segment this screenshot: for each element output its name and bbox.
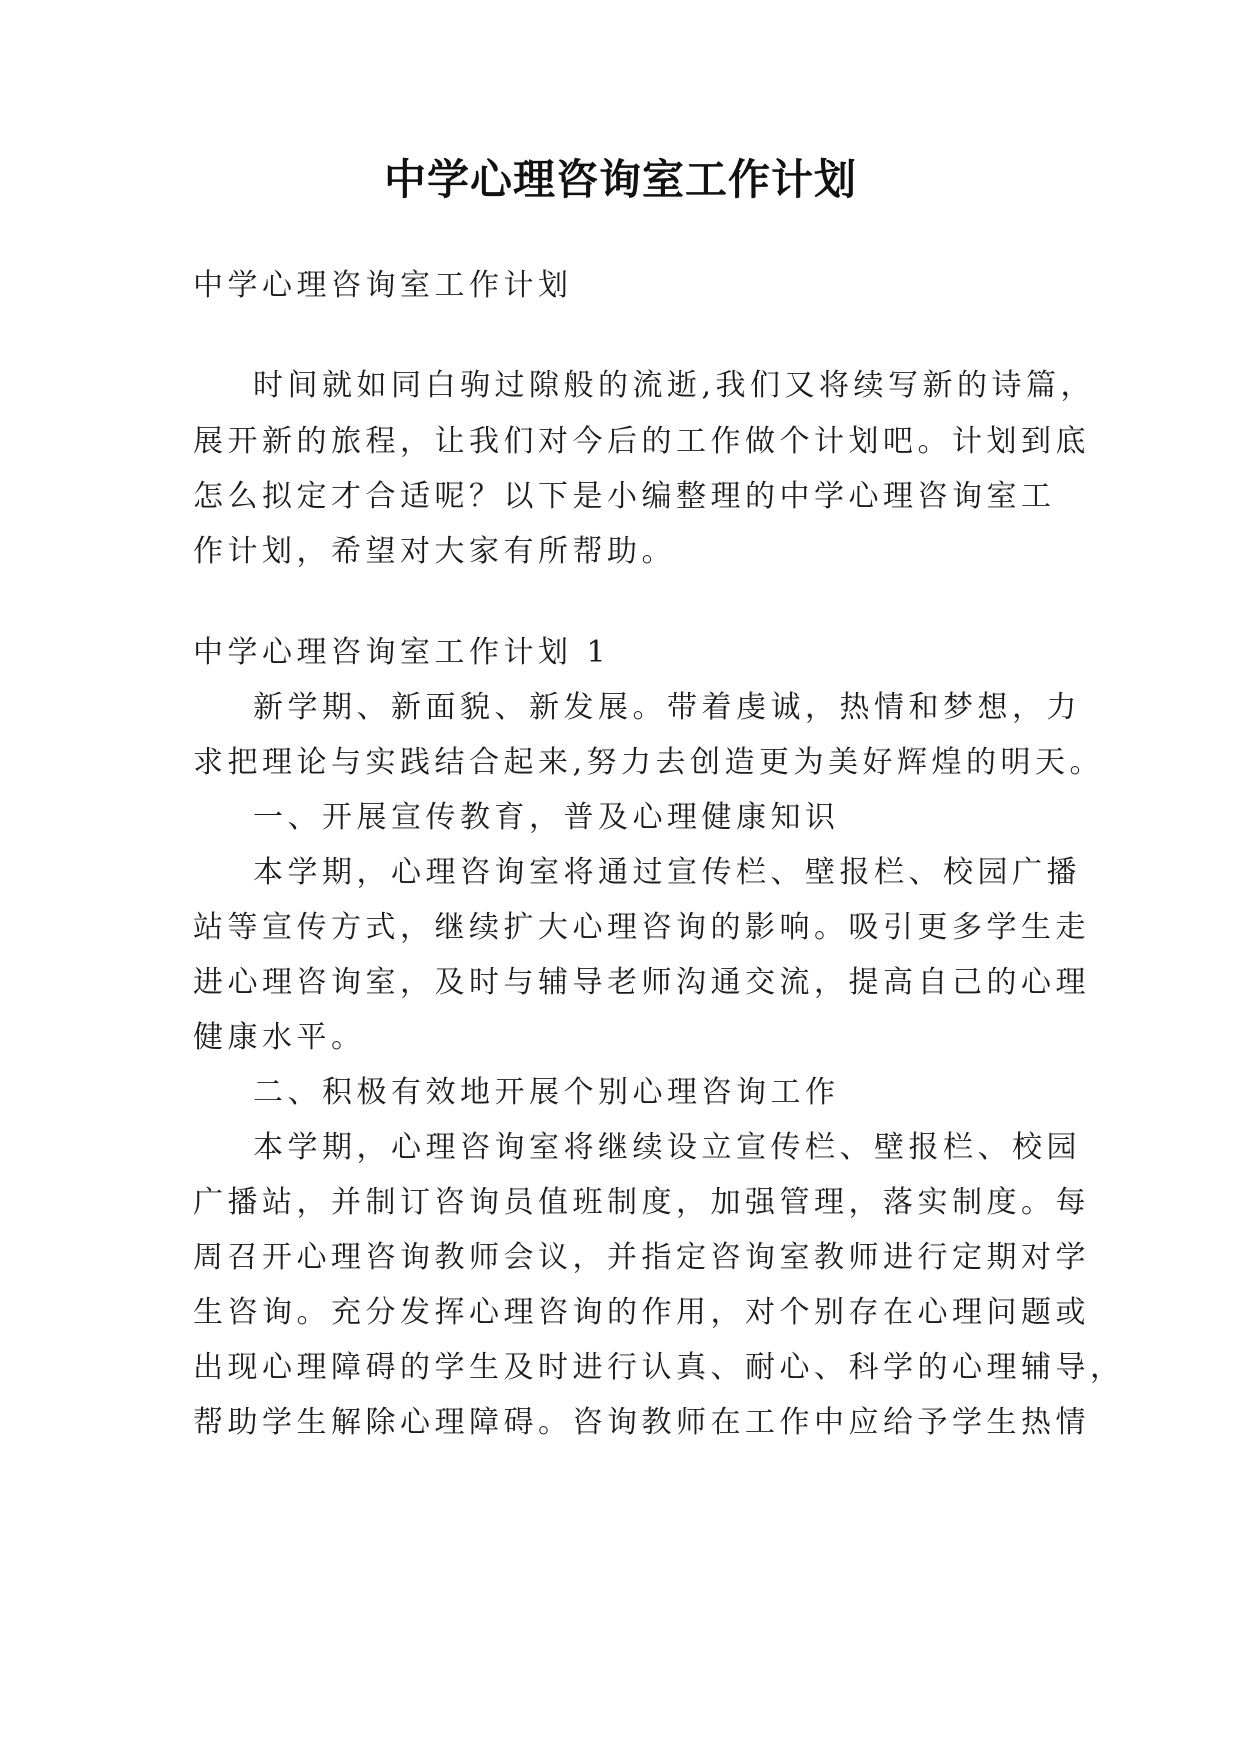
intro-line: 时间就如同白驹过隙般的流逝,我们又将续写新的诗篇， xyxy=(253,368,1096,403)
paragraph-line: 帮助学生解除心理障碍。咨询教师在工作中应给予学生热情 xyxy=(193,1405,1090,1440)
paragraph-line: 健康水平。 xyxy=(193,1020,366,1055)
intro-line: 展开新的旅程，让我们对今后的工作做个计划吧。计划到底 xyxy=(193,424,1090,459)
paragraph-line: 周召开心理咨询教师会议，并指定咨询室教师进行定期对学 xyxy=(193,1240,1090,1275)
paragraph-line: 生咨询。充分发挥心理咨询的作用，对个别存在心理问题或 xyxy=(193,1295,1090,1330)
section-heading: 中学心理咨询室工作计划 1 xyxy=(193,635,611,670)
document-title: 中学心理咨询室工作计划 xyxy=(383,155,857,204)
paragraph-line: 求把理论与实践结合起来,努力去创造更为美好辉煌的明天。 xyxy=(193,745,1105,780)
document-subtitle: 中学心理咨询室工作计划 xyxy=(193,268,573,303)
paragraph-line: 进心理咨询室，及时与辅导老师沟通交流，提高自己的心理 xyxy=(193,965,1090,1000)
intro-line: 作计划，希望对大家有所帮助。 xyxy=(193,534,676,569)
paragraph-line: 本学期，心理咨询室将通过宣传栏、壁报栏、校园广播 xyxy=(253,855,1081,890)
paragraph-line: 本学期，心理咨询室将继续设立宣传栏、壁报栏、校园 xyxy=(253,1130,1081,1165)
paragraph-line: 广播站，并制订咨询员值班制度，加强管理，落实制度。每 xyxy=(193,1185,1090,1220)
item-heading: 一、开展宣传教育，普及心理健康知识 xyxy=(253,800,840,835)
paragraph-line: 出现心理障碍的学生及时进行认真、耐心、科学的心理辅导， xyxy=(193,1350,1125,1385)
intro-line: 怎么拟定才合适呢？以下是小编整理的中学心理咨询室工 xyxy=(193,479,1056,514)
paragraph-line: 站等宣传方式，继续扩大心理咨询的影响。吸引更多学生走 xyxy=(193,910,1090,945)
item-heading: 二、积极有效地开展个别心理咨询工作 xyxy=(253,1075,840,1110)
paragraph-line: 新学期、新面貌、新发展。带着虔诚，热情和梦想，力 xyxy=(253,690,1081,725)
